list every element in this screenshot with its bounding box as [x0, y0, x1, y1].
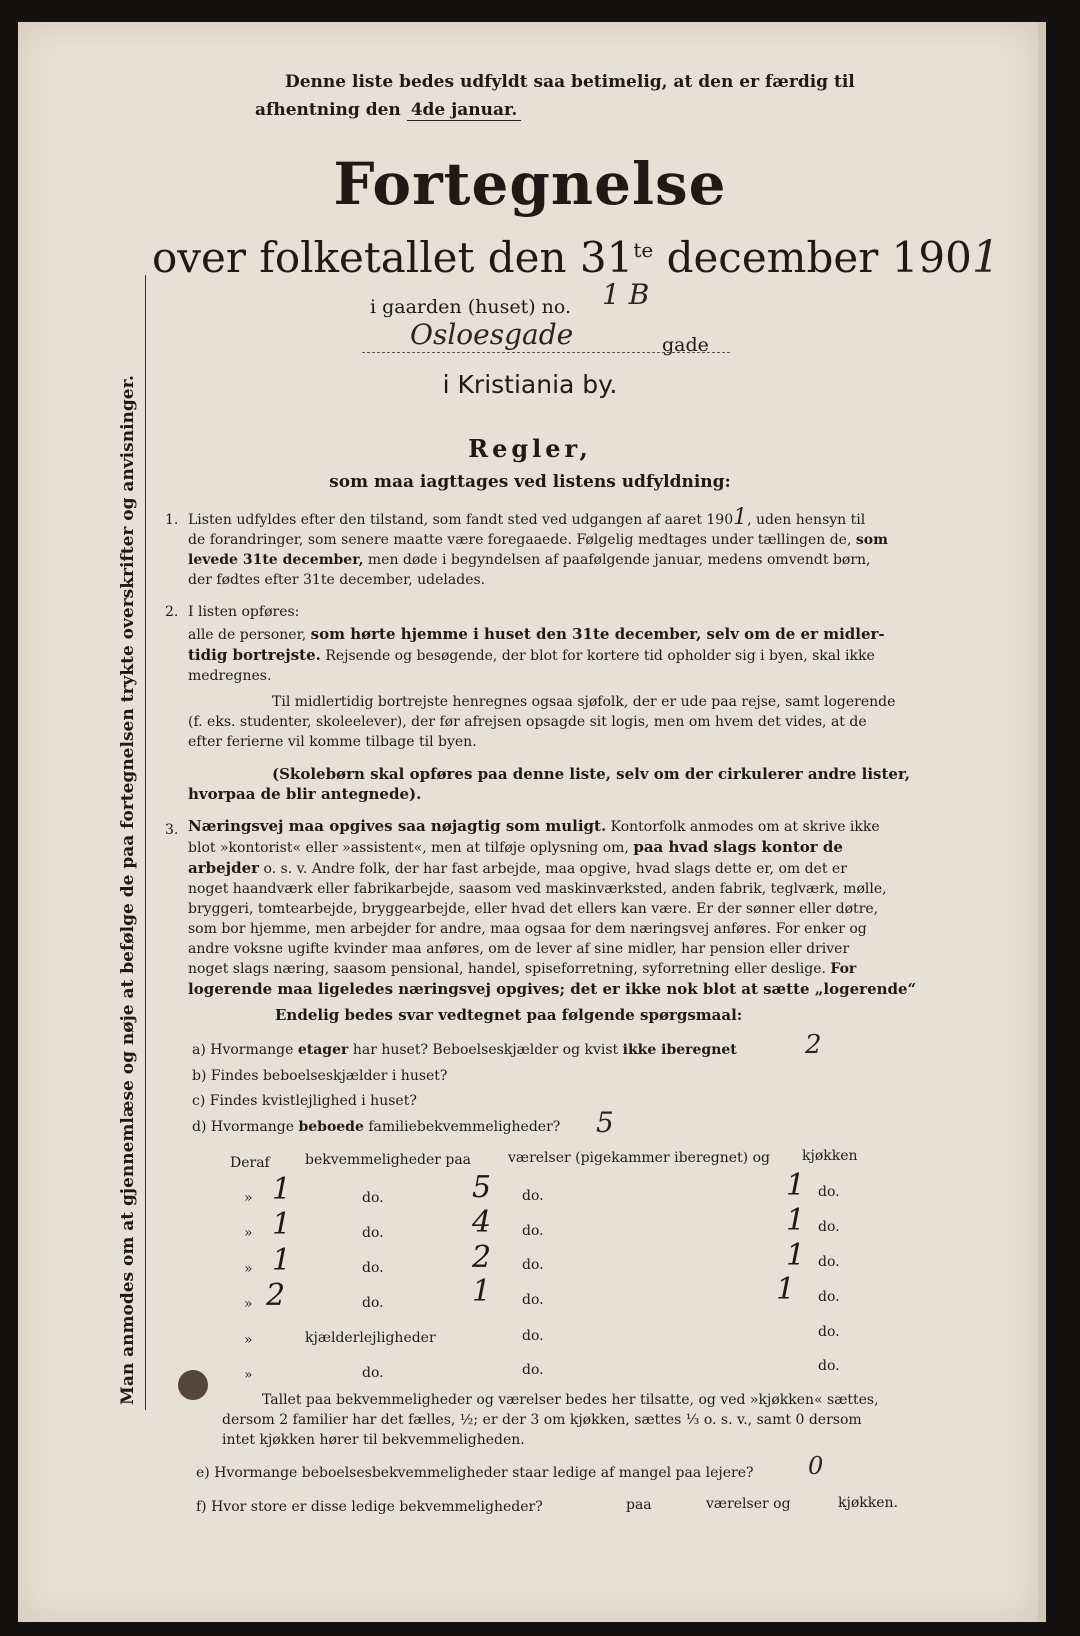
notice-line-1: Denne liste bedes udfyldt saa betimelig, at den er færdig til: [285, 72, 855, 92]
row-4-kitchen: 1: [776, 1272, 796, 1307]
question-f-vaerelser: værelser og: [706, 1496, 791, 1512]
side-instruction: Man anmodes om at gjennemlæse og nøje at befølge de paa fortegnelsen trykte overskrifter og anvisninger.: [118, 375, 138, 1405]
rule-2-schoolchildren: (Skolebørn skal opføres paa denne liste, selv om der cirkulerer andre lister, hvorpaa de blir antegnede).: [188, 765, 911, 803]
ink-stain: [178, 1370, 208, 1400]
rule-3-number: 3.: [165, 822, 179, 838]
row-4-count: 2: [266, 1278, 286, 1313]
question-b: b) Findes beboelseskjælder i huset?: [192, 1068, 448, 1084]
question-f: f) Hvor store er disse ledige bekvemmeligheder?: [196, 1499, 543, 1515]
row-3-kitchen: 1: [786, 1238, 806, 1273]
table-header-deraf: Deraf: [230, 1155, 270, 1171]
pickup-notice: [255, 68, 855, 124]
city-line: i Kristiania by.: [442, 370, 618, 399]
row-1-count: 1: [272, 1172, 292, 1207]
street-label: gade: [662, 334, 709, 356]
house-number-label: i gaarden (huset) no.: [370, 296, 572, 318]
rule-3: Næringsvej maa opgives saa nøjagtig som muligt. Kontorfolk anmodes om at skrive ikke blot »kontorist« eller »assistent«, men at tilføje oplysning om, paa hvad slags kontor de arbejder o. s. v. Andre folk, der har fast arbejde, maa opgive, hvad slags dette er, om det er noget haandværk eller fabrikarbejde, saasom ved maskinværksted, anden fabrik, teglværk, mølle, bryggeri, tomtearbejde, bryggearbejde, eller hvad det ellers kan være. Er der sønner eller døtre, som bor hjemme, men arbejder for andre, maa ogsaa for dem næringsvej anføres. For enker og andre voksne ugifte kvinder maa anføres, om de lever af sine midler, har pension eller driver noget slags næring, saasom pensional, handel, spiseforretning, syforretning eller deslige. For logerende maa ligeledes næringsvej opgives; det er ikke nok blot at sætte „logerende“: [188, 817, 917, 998]
year-handwritten: 1: [971, 232, 1000, 283]
question-a: a) Hvormange etager har huset? Beboelseskjælder og kvist ikke iberegnet: [192, 1042, 737, 1058]
row-2-rooms: 4: [472, 1205, 492, 1240]
house-number-value: 1 B: [602, 278, 650, 311]
rule-2-paragraph-2: Til midlertidig bortrejste henregnes ogsaa sjøfolk, der er ude paa rejse, samt logerende (f. eks. studenter, skoleelever), der før afrejsen opsagde sit logis, men om hvem det vides, at de efter ferierne vil komme tilbage til byen.: [188, 694, 896, 750]
row-2-kitchen: 1: [786, 1203, 806, 1238]
row-3-count: 1: [272, 1243, 292, 1278]
table-header-bekv: bekvemmeligheder paa: [305, 1152, 472, 1168]
footnote: Tallet paa bekvemmeligheder og værelser bedes her tilsatte, og ved »kjøkken« sættes, dersom 2 familier har det fælles, ½; er der 3 om kjøkken, sættes ⅓ o. s. v., samt 0 dersom intet kjøkken hører til bekvemmeligheden.: [222, 1392, 879, 1448]
basement-apartments-label: kjælderlejligheder: [305, 1330, 436, 1346]
row-4-rooms: 1: [472, 1274, 492, 1309]
answer-a: 2: [805, 1030, 822, 1060]
table-header-vaer: værelser (pigekammer iberegnet) og: [508, 1150, 770, 1166]
page-subtitle: over folketallet den $31^{te}$ december 1901: [152, 232, 1000, 283]
rule-2-number: 2.: [165, 604, 179, 620]
question-f-paa: paa: [626, 1497, 652, 1513]
street-name-value: Osloesgade: [410, 318, 574, 351]
rules-subtitle: som maa iagttages ved listens udfyldning:: [329, 472, 731, 492]
answer-d: 5: [596, 1106, 614, 1139]
question-d: d) Hvormange beboede familiebekvemmeligheder?: [192, 1119, 561, 1135]
rule-1-number: 1.: [165, 512, 179, 528]
row-1-kitchen: 1: [786, 1168, 806, 1203]
question-c: c) Findes kvistlejlighed i huset?: [192, 1093, 417, 1109]
table-header-kjok: kjøkken: [802, 1148, 858, 1164]
question-f-kjokken: kjøkken.: [838, 1495, 898, 1511]
rule-2-body: alle de personer, som hørte hjemme i huset den 31te december, selv om de er midler- tidig bortrejste. Rejsende og besøgende, der blot for kortere tid opholder sig i byen, skal ikke medregnes.: [188, 625, 885, 684]
question-e: e) Hvormange beboelsesbekvemmeligheder staar ledige af mangel paa lejere?: [196, 1465, 754, 1481]
notice-line-2: afhentning den 4de januar.: [255, 96, 855, 124]
rule-2-head: I listen opføres:: [188, 604, 300, 620]
rule-1: Listen udfyldes efter den tilstand, som fandt sted ved udgangen af aaret 1901, uden hensyn til de forandringer, som senere maatte være foregaaede. Følgelig medtages under tællingen de, som levede 31te december, men døde i begyndelsen af paafølgende januar, medens omvendt børn, der fødtes efter 31te december, udelades.: [188, 505, 888, 588]
answer-e: 0: [808, 1452, 824, 1480]
page-title: Fortegnelse: [333, 150, 727, 218]
rules-title: Regler,: [468, 434, 592, 463]
pickup-date: 4de januar.: [407, 100, 522, 121]
row-3-rooms: 2: [472, 1240, 492, 1275]
row-1-rooms: 5: [472, 1170, 492, 1205]
questions-intro: Endelig bedes svar vedtegnet paa følgende spørgsmaal:: [275, 1006, 743, 1024]
row-2-count: 1: [272, 1207, 292, 1242]
